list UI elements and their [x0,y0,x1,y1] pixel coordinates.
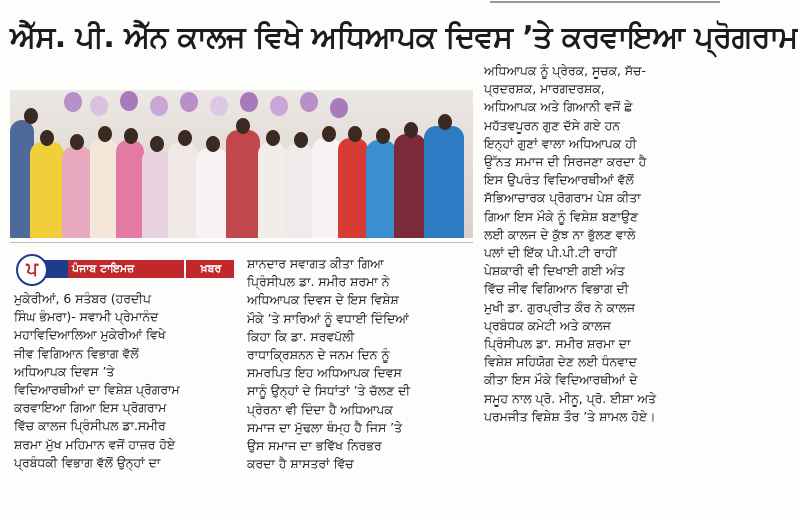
article-line: ਪ੍ਰੇਰਨਾ ਵੀ ਦਿੰਦਾ ਹੈ ਅਧਿਆਪਕ [247,401,393,417]
article-line: ਵਿਦਿਆਰਥੀਆਂ ਦਾ ਵਿਸ਼ੇਸ਼ ਪ੍ਰੋਗਰਾਮ [14,382,180,398]
article-line: ਪਲਾਂ ਦੀ ਇੱਕ ਪੀ.ਪੀ.ਟੀ ਰਾਹੀਂ [484,245,617,261]
article-line: ਅਧਿਆਪਕ ਦਿਵਸ ’ਤੇ [14,363,115,379]
article-line: ਗਿਆ ਇਸ ਮੌਕੇ ਨੂੰ ਵਿਸ਼ੇਸ਼ ਬਣਾਉਣ [484,208,639,224]
article-line: ਵਿੱਚ ਜੀਵ ਵਿਗਿਆਨ ਵਿਭਾਗ ਦੀ [484,281,629,297]
article-line: ਸਮੂਹ ਨਾਲ ਪ੍ਰੋ. ਮੀਨੂ, ਪ੍ਰੋ. ਈਸ਼ਾ ਅਤੇ [484,390,656,406]
article-line: ਪਰਮਜੀਤ ਵਿਸ਼ੇਸ਼ ਤੌਰ ’ਤੇ ਸ਼ਾਮਲ ਹੋਏ। [484,408,656,424]
headline: ਐੱਸ. ਪੀ. ਐੱਨ ਕਾਲਜ ਵਿਖੇ ਅਧਿਆਪਕ ਦਿਵਸ ’ਤੇ ਕਰਵਾਇਆ ਪ੍ਰੋਗਰਾਮ [10,20,798,55]
article-line: ਸਮਰਪਿਤ ਇਹ ਅਧਿਆਪਕ ਦਿਵਸ [247,365,402,381]
article-line: ਪ੍ਰਦਰਸ਼ਕ, ਮਾਰਗਦਰਸ਼ਕ, [484,81,605,97]
article-line: ਕਿਹਾ ਕਿ ਡਾ. ਸਰਵਪੱਲੀ [247,328,355,344]
article-line: ਵਿਸ਼ੇਸ਼ ਸਹਿਯੋਗ ਦੇਣ ਲਈ ਧੰਨਵਾਦ [484,354,637,370]
article-line: ਅਧਿਆਪਕ ਦਿਵਸ ਦੇ ਇਸ ਵਿਸ਼ੇਸ਼ [247,292,399,308]
article-line: ਪ੍ਰਿੰਸੀਪਲ ਡਾ. ਸਮੀਰ ਸ਼ਰਮਾ ਨੇ [247,274,390,290]
article-line: ਸ਼ਾਨਦਾਰ ਸਵਾਗਤ ਕੀਤਾ ਗਿਆ [247,256,384,271]
article-line: ਅਧਿਆਪਕ ਨੂੰ ਪ੍ਰੇਰਕ, ਸੂਚਕ, ਸੱਚ- [484,63,646,78]
article-line: ਕਰਦਾ ਹੈ ਸ਼ਾਸਤਰਾਂ ਵਿੱਚ [247,456,354,472]
article-line: ਇਸ ਉਪਰੰਤ ਵਿਦਿਆਰਥੀਆਂ ਵੱਲੋਂ [484,172,634,188]
balloon-decoration [50,90,350,120]
article-line: ਲਈ ਕਾਲਜ ਦੇ ਕੁੱਝ ਨਾ ਭੁੱਲਣ ਵਾਲੇ [484,226,636,242]
article-line: ਪ੍ਰਿੰਸੀਪਲ ਡਾ. ਸਮੀਰ ਸ਼ਰਮਾ ਦਾ [484,336,631,352]
article-line: ਸੱਭਿਆਚਾਰਕ ਪ੍ਰੋਗਰਾਮ ਪੇਸ਼ ਕੀਤਾ [484,190,641,206]
article-line: ਕਰਵਾਇਆ ਗਿਆ ਇਸ ਪ੍ਰੋਗਰਾਮ [14,400,167,416]
photo-divider [10,242,473,243]
article-line: ਪੇਸ਼ਕਾਰੀ ਵੀ ਦਿਖਾਈ ਗਈ ਅੰਤ [484,263,625,279]
top-rule [490,1,720,6]
publication-name: ਪੰਜਾਬ ਟਾਇਮਜ਼ [72,262,135,275]
article-line: ਮਹਾਵਿਦਿਆਲਿਆ ਮੁਕੇਰੀਆਂ ਵਿਖੇ [14,327,166,343]
article-line: ਉਸ ਸਮਾਜ ਦਾ ਭਵਿੱਖ ਨਿਰਭਰ [247,438,382,454]
article-line: ਉੱਨਤ ਸਮਾਜ ਦੀ ਸਿਰਜਣਾ ਕਰਦਾ ਹੈ [484,154,647,170]
article-line: ਇਨ੍ਹਾਂ ਗੁਣਾਂ ਵਾਲਾ ਅਧਿਆਪਕ ਹੀ [484,135,637,151]
article-line: ਵਿੱਚ ਕਾਲਜ ਪ੍ਰਿੰਸੀਪਲ ਡਾ.ਸਮੀਰ [14,418,166,434]
news-photo [10,90,473,238]
article-line: ਪ੍ਰਬੰਧਕੀ ਵਿਭਾਗ ਵੱਲੋਂ ਉਨ੍ਹਾਂ ਦਾ [14,454,161,470]
article-line: ਪ੍ਰਬੰਧਕ ਕਮੇਟੀ ਅਤੇ ਕਾਲਜ [484,317,611,333]
article-line: ਸਿੰਘ ਭੰਮਰਾ)- ਸਵਾਮੀ ਪ੍ਰੇਮਾਨੰਦ [14,309,159,325]
page-top-strip [0,0,720,12]
article-line: ਸ਼ਰਮਾ ਮੁੱਖ ਮਹਿਮਾਨ ਵਜੋਂ ਹਾਜ਼ਰ ਹੋਏ [14,436,176,452]
article-line: ਸਾਨੂੰ ਉਨ੍ਹਾਂ ਦੇ ਸਿਧਾਂਤਾਂ ’ਤੇ ਚੱਲਣ ਦੀ [247,383,411,399]
article-column-3 [484,62,714,426]
article-column-1 [14,290,234,472]
article-line: ਮਹੱਤਵਪੂਰਨ ਗੁਣ ਦੱਸੇ ਗਏ ਹਨ [484,117,620,133]
article-line: ਸਮਾਜ ਦਾ ਮੁੱਢਲਾ ਥੰਮ੍ਹ ਹੈ ਜਿਸ ’ਤੇ [247,419,403,435]
article-line: ਮੌਕੇ ’ਤੇ ਸਾਰਿਆਂ ਨੂੰ ਵਧਾਈ ਦਿੰਦਿਆਂ [247,310,409,326]
article-line: ਰਾਧਾਕ੍ਰਿਸ਼ਨਨ ਦੇ ਜਨਮ ਦਿਨ ਨੂੰ [247,347,390,363]
article-line: ਜੀਵ ਵਿਗਿਆਨ ਵਿਭਾਗ ਵੱਲੋਂ [14,345,139,361]
article-line: ਮੁਕੇਰੀਆਂ, 6 ਸਤੰਬਰ (ਹਰਦੀਪ [14,291,151,306]
publication-logo-icon: ਪ [16,254,48,286]
publication-badge [16,258,234,280]
article-line: ਅਧਿਆਪਕ ਅਤੇ ਗਿਆਨੀ ਵਜੋਂ ਛੇ [484,99,633,115]
article-line: ਮੁਖੀ ਡਾ. ਗੁਰਪ੍ਰੀਤ ਕੌਰ ਨੇ ਕਾਲਜ [484,299,635,315]
article-line: ਕੀਤਾ ਇਸ ਮੌਕੇ ਵਿਦਿਆਰਥੀਆਂ ਦੇ [484,372,638,388]
news-tag: ਖ਼ਬਰ [184,260,236,278]
article-column-2 [247,255,473,473]
